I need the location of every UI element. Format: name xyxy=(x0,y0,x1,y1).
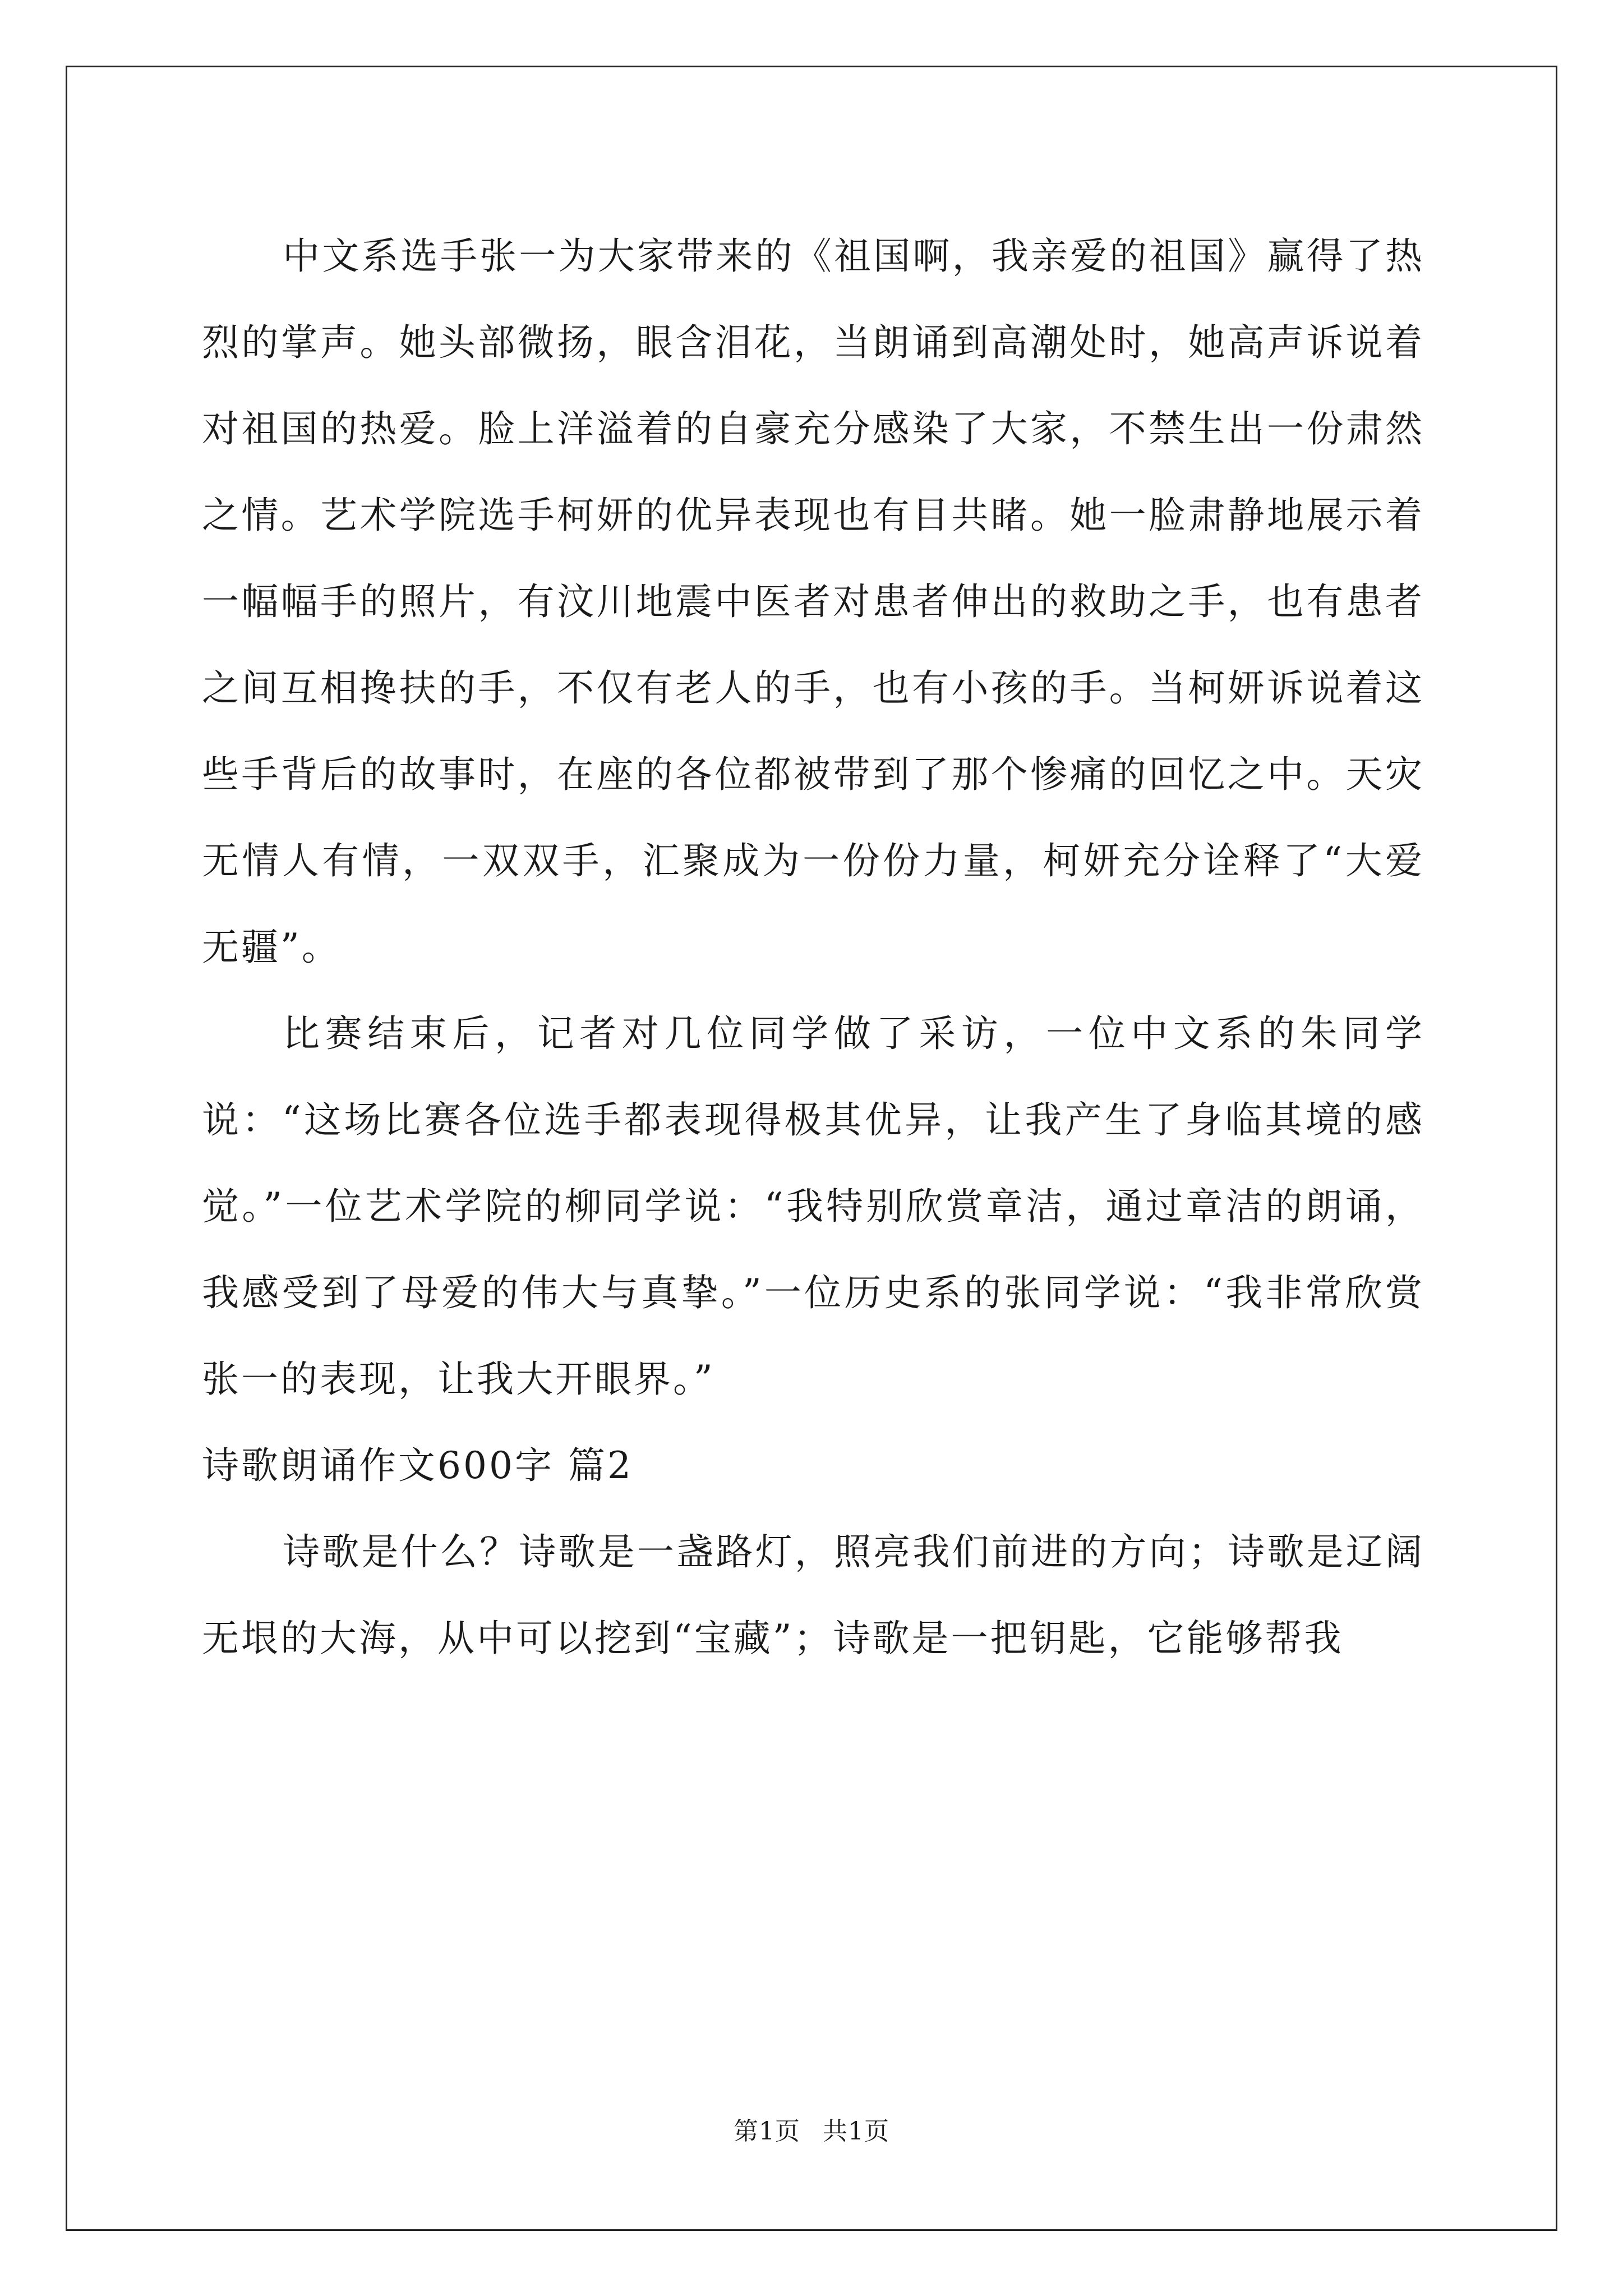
page-total: 共1页 xyxy=(823,2117,889,2146)
section-heading: 诗歌朗诵作文600字 篇2 xyxy=(202,1444,633,1487)
paragraph-interviews: 比赛结束后，记者对几位同学做了采访，一位中文系的朱同学说：“这场比赛各位选手都表现得极其优异，让我产生了身临其境的感觉。”一位艺术学院的柳同学说：“我特别欣赏章洁，通过章洁的朗诵，我感受到了母爱的伟大与真挚。”一位历史系的张同学说：“我非常欣赏张一的表现，让我大开眼界。” xyxy=(202,1012,1424,1401)
document-body xyxy=(202,213,1424,1682)
page-footer xyxy=(0,2115,1623,2148)
paragraph-poetry-intro: 诗歌是什么？诗歌是一盏路灯，照亮我们前进的方向；诗歌是辽阔无垠的大海，从中可以挖到“宝藏”；诗歌是一把钥匙，它能够帮我 xyxy=(202,1530,1424,1660)
page-number: 第1页 xyxy=(734,2117,800,2146)
paragraph-performances: 中文系选手张一为大家带来的《祖国啊，我亲爱的祖国》赢得了热烈的掌声。她头部微扬，眼含泪花，当朗诵到高潮处时，她高声诉说着对祖国的热爱。脸上洋溢着的自豪充分感染了大家，不禁生出一份肃然之情。艺术学院选手柯妍的优异表现也有目共睹。她一脸肃静地展示着一幅幅手的照片，有汶川地震中医者对患者伸出的救助之手，也有患者之间互相搀扶的手，不仅有老人的手，也有小孩的手。当柯妍诉说着这些手背后的故事时，在座的各位都被带到了那个惨痛的回忆之中。天灾无情人有情，一双双手，汇聚成为一份份力量，柯妍充分诠释了“大爱无疆”。 xyxy=(202,234,1424,969)
